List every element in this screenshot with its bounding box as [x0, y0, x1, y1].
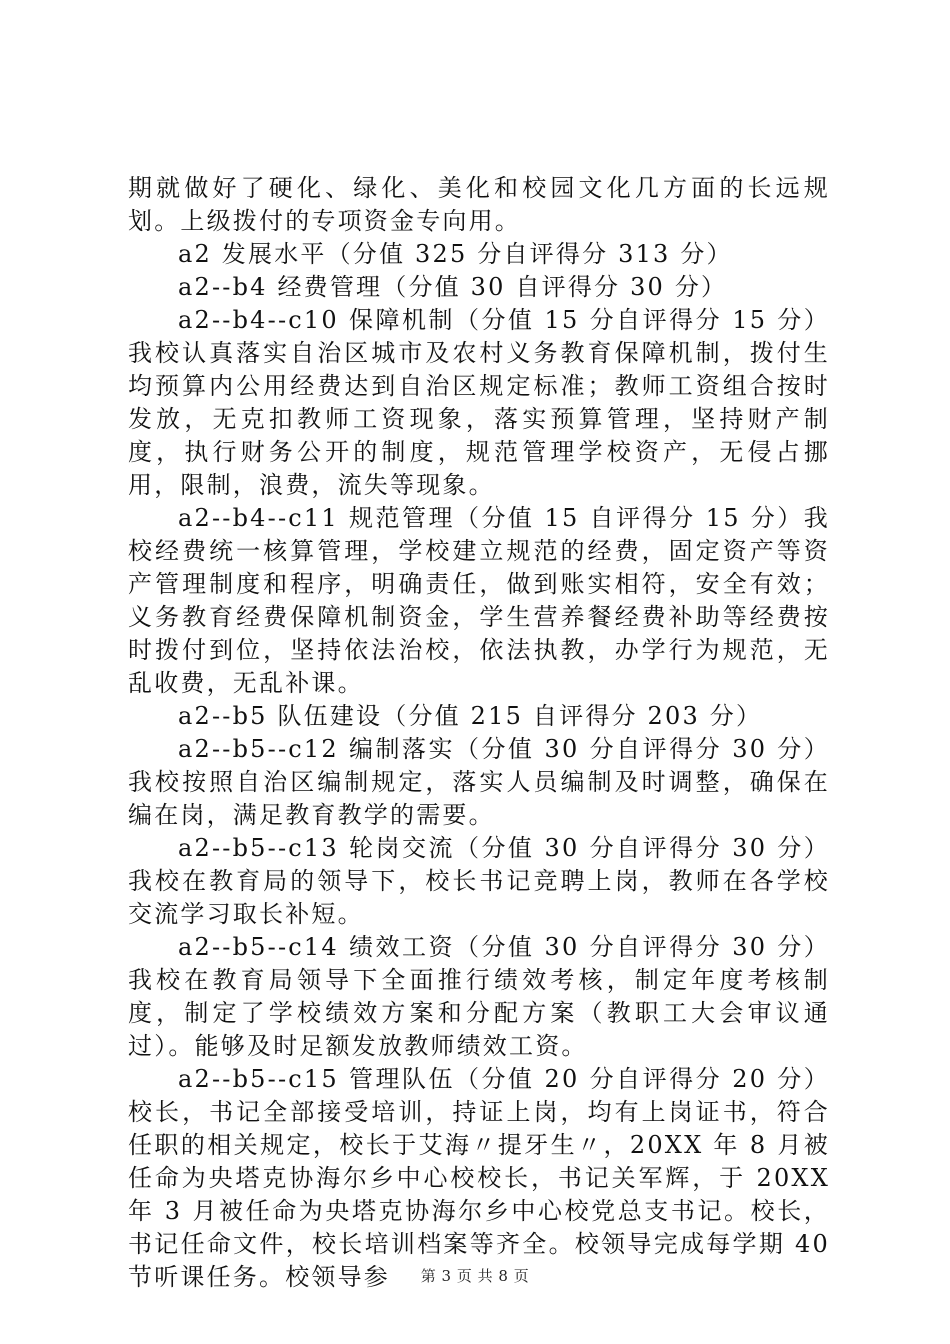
paragraph-a2-b5-c15-management-team: a2--b5--c15 管理队伍（分值 20 分自评得分 20 分）校长，书记全部接受培训，持证上岗，均有上岗证书，符合任职的相关规定，校长于艾海〃提牙生〃，20XX 年 8 月被任命为央塔克协海尔乡中心校校长，书记关军辉，于 20XX 年 3 月被任命为央塔克协海尔乡中心校党总支书记。校长，书记任命文件，校长培训档案等齐全。校领导完成每学期 40 节听课任务。校领导参 [128, 1065, 830, 1291]
heading-a2-b5-team-building: a2--b5 队伍建设（分值 215 自评得分 203 分） [178, 702, 763, 730]
paragraph-continuation: 期就做好了硬化、绿化、美化和校园文化几方面的长远规划。上级拨付的专项资金专向用。 [128, 174, 830, 235]
paragraph-a2-b5-c14-performance-pay: a2--b5--c14 绩效工资（分值 30 分自评得分 30 分）我校在教育局领导下全面推行绩效考核，制定年度考核制度，制定了学校绩效方案和分配方案（教职工大会审议通过）。能够及时足额发放教师绩效工资。 [128, 933, 830, 1060]
document-body [128, 172, 830, 1294]
heading-a2-b4-funding-management: a2--b4 经费管理（分值 30 自评得分 30 分） [178, 273, 728, 301]
paragraph-a2-b5-c13-rotation: a2--b5--c13 轮岗交流（分值 30 分自评得分 30 分）我校在教育局的领导下，校长书记竞聘上岗，教师在各学校交流学习取长补短。 [128, 834, 830, 928]
heading-a2-development-level: a2 发展水平（分值 325 分自评得分 313 分） [178, 240, 733, 268]
paragraph-a2-b5-c12-staffing: a2--b5--c12 编制落实（分值 30 分自评得分 30 分）我校按照自治区编制规定，落实人员编制及时调整，确保在编在岗，满足教育教学的需要。 [128, 735, 830, 829]
page-number-footer: 第 3 页 共 8 页 [420, 1267, 530, 1285]
paragraph-a2-b4-c10-guarantee-mechanism: a2--b4--c10 保障机制（分值 15 分自评得分 15 分）我校认真落实自治区城市及农村义务教育保障机制，拨付生均预算内公用经费达到自治区规定标准；教师工资组合按时发放，无克扣教师工资现象，落实预算管理，坚持财产制度，执行财务公开的制度，规范管理学校资产，无侵占挪用，限制，浪费，流失等现象。 [128, 306, 830, 499]
paragraph-a2-b4-c11-standard-management: a2--b4--c11 规范管理（分值 15 自评得分 15 分）我校经费统一核算管理，学校建立规范的经费，固定资产等资产管理制度和程序，明确责任，做到账实相符，安全有效；义务教育经费保障机制资金，学生营养餐经费补助等经费按时拨付到位，坚持依法治校，依法执教，办学行为规范，无乱收费，无乱补课。 [128, 504, 830, 697]
